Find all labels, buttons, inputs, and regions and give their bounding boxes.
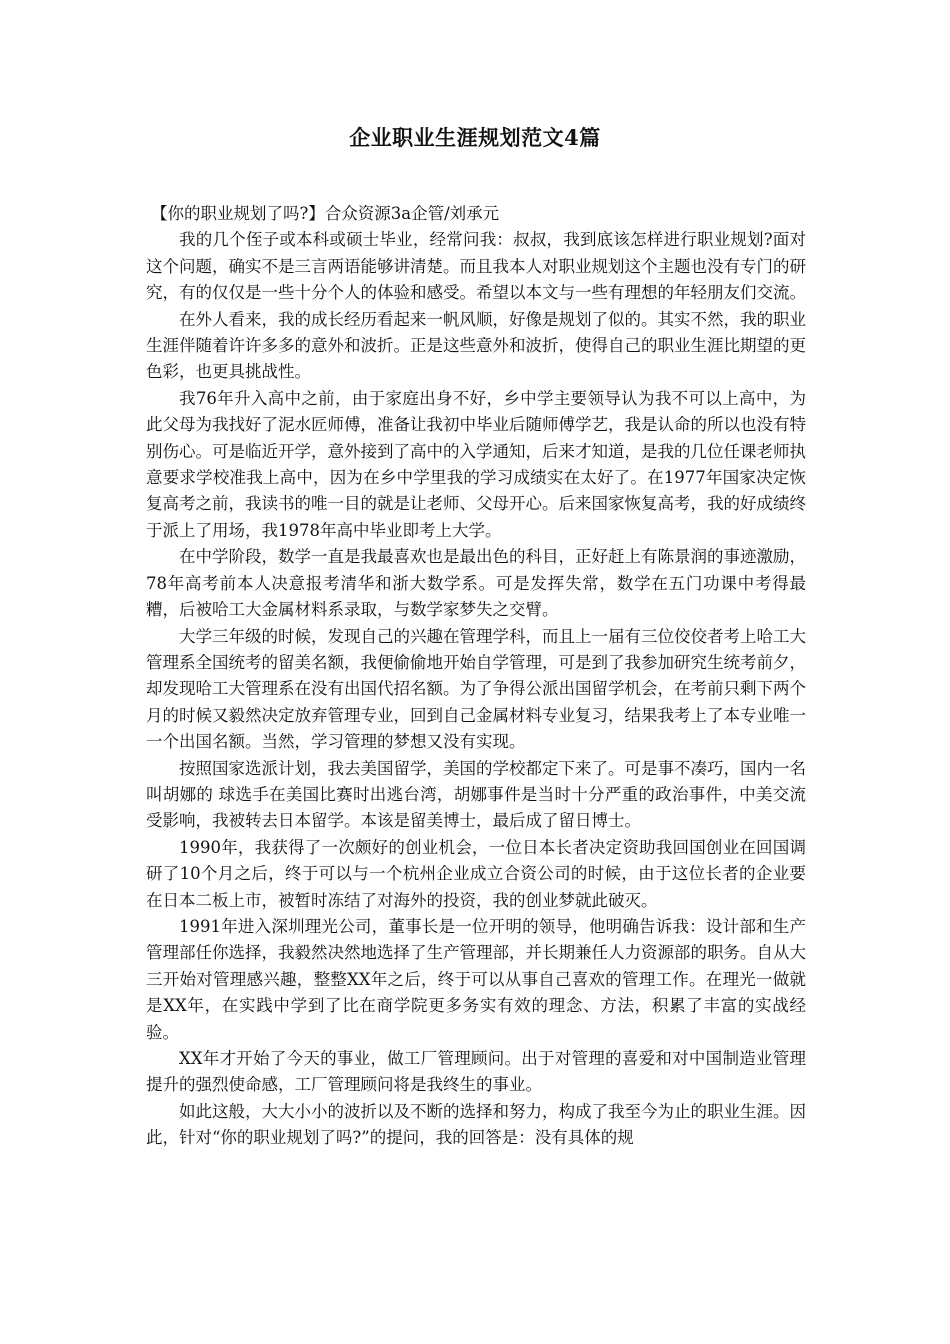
paragraph: 1991年进入深圳理光公司，董事长是一位开明的领导，他明确告诉我：设计部和生产管理部任你选择，我毅然决然地选择了生产管理部，并长期兼任人力资源部的职务。自从大三开始对管理感兴趣，整整XX年之后，终于可以从事自己喜欢的管理工作。在理光一做就是XX年，在实践中学到了比在商学院更多务实有效的理念、方法，积累了丰富的实战经验。 bbox=[146, 916, 806, 1042]
document-title: 企业职业生涯规划范文4篇 bbox=[349, 125, 601, 150]
paragraph: 我76年升入高中之前，由于家庭出身不好，乡中学主要领导认为我不可以上高中，为此父母为我找好了泥水匠师傅，准备让我初中毕业后随师傅学艺，我是认命的所以也没有特别伤心。可是临近开学，意外接到了高中的入学通知，后来才知道，是我的几位任课老师执意要求学校准我上高中，因为在乡中学里我的学习成绩实在太好了。在1977年国家决定恢复高考之前，我读书的唯一目的就是让老师、父母开心。后来国家恢复高考，我的好成绩终于派上了用场，我1978年高中毕业即考上大学。 bbox=[146, 388, 806, 540]
paragraph: 我的几个侄子或本科或硕士毕业，经常问我：叔叔，我到底该怎样进行职业规划?面对这个问题，确实不是三言两语能够讲清楚。而且我本人对职业规划这个主题也没有专门的研究，有的仅仅是一些十分个人的体验和感受。希望以本文与一些有理想的年轻朋友们交流。 bbox=[146, 230, 806, 303]
paragraph: 大学三年级的时候，发现自己的兴趣在管理学科，而且上一届有三位佼佼者考上哈工大管理系全国统考的留美名额，我便偷偷地开始自学管理，可是到了我参加研究生统考前夕，却发现哈工大管理系在没有出国代招名额。为了争得公派出国留学机会，在考前只剩下两个月的时候又毅然决定放弃管理专业，回到自己金属材料专业复习，结果我考上了本专业唯一一个出国名额。当然，学习管理的梦想又没有实现。 bbox=[146, 626, 806, 752]
paragraph: 在外人看来，我的成长经历看起来一帆风顺，好像是规划了似的。其实不然，我的职业生涯伴随着许许多多的意外和波折。正是这些意外和波折，使得自己的职业生涯比期望的更色彩，也更具挑战性。 bbox=[146, 309, 806, 382]
paragraph: 如此这般，大大小小的波折以及不断的选择和努力，构成了我至今为止的职业生涯。因此，针对“你的职业规划了吗?”的提问，我的回答是：没有具体的规 bbox=[146, 1101, 806, 1148]
source-line: 【你的职业规划了吗?】合众资源3a企管/刘承元 bbox=[150, 204, 500, 223]
paragraph: 按照国家选派计划，我去美国留学，美国的学校都定下来了。可是事不凑巧，国内一名叫胡娜的 球选手在美国比赛时出逃台湾，胡娜事件是当时十分严重的政治事件，中美交流受影响，我被转去日本留学。本该是留美博士，最后成了留日博士。 bbox=[146, 758, 806, 831]
paragraph: 1990年，我获得了一次颇好的创业机会，一位日本长者决定资助我回国创业在回国调研了10个月之后，终于可以与一个杭州企业成立合资公司的时候，由于这位长者的企业要在日本二板上市，被暂时冻结了对海外的投资，我的创业梦就此破灭。 bbox=[146, 837, 806, 910]
document-body bbox=[146, 201, 806, 1152]
paragraph: 在中学阶段，数学一直是我最喜欢也是最出色的科目，正好赶上有陈景润的事迹激励，78年高考前本人决意报考清华和浙大数学系。可是发挥失常，数学在五门功课中考得最糟，后被哈工大金属材料系录取，与数学家梦失之交臂。 bbox=[146, 547, 806, 620]
paragraph: XX年才开始了今天的事业，做工厂管理顾问。出于对管理的喜爱和对中国制造业管理提升的强烈使命感，工厂管理顾问将是我终生的事业。 bbox=[146, 1049, 806, 1095]
